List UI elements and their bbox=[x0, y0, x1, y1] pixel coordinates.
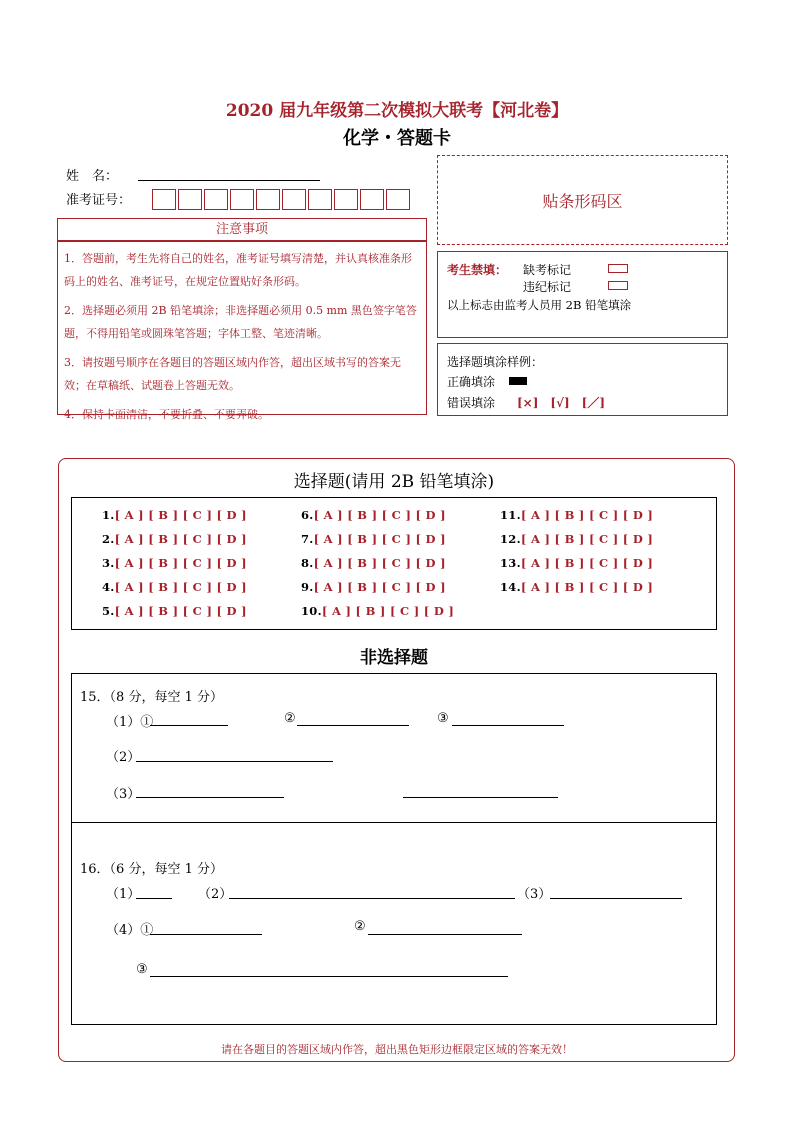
question-number: 3. bbox=[102, 556, 115, 570]
id-digit-box[interactable] bbox=[386, 189, 410, 210]
q15-part3-label: （3） bbox=[106, 787, 141, 802]
question-divider bbox=[71, 822, 717, 823]
name-field[interactable] bbox=[138, 180, 320, 181]
notice-title: 注意事项 bbox=[57, 218, 427, 241]
q16-part3-label: （3） bbox=[517, 887, 552, 902]
question-number: 4. bbox=[102, 580, 115, 594]
q15-blank-1-1[interactable] bbox=[150, 725, 228, 726]
choice-question[interactable] bbox=[102, 556, 247, 570]
q15-blank-2[interactable] bbox=[136, 761, 333, 762]
q16-blank-4-1[interactable] bbox=[150, 934, 262, 935]
question-number: 10. bbox=[301, 604, 322, 618]
choice-options[interactable]: [ A ] [ B ] [ C ] [ D ] bbox=[520, 508, 654, 522]
barcode-area bbox=[437, 155, 728, 245]
question-number: 14. bbox=[500, 580, 521, 594]
choice-question[interactable] bbox=[500, 508, 653, 522]
q16-part2-label: （2） bbox=[198, 887, 233, 902]
q15-blank-1-3[interactable] bbox=[452, 725, 564, 726]
correct-fill-mark bbox=[509, 377, 527, 385]
q16-circle-2: ② bbox=[354, 919, 366, 934]
id-digit-box[interactable] bbox=[334, 189, 358, 210]
choice-question[interactable] bbox=[500, 532, 653, 546]
q15-blank-3-2[interactable] bbox=[403, 797, 558, 798]
choice-question[interactable] bbox=[301, 508, 446, 522]
q15-title: 15．（8 分，每空 1 分） bbox=[80, 690, 223, 705]
notice-item: 4．保持卡面清洁，不要折叠、不要弄破。 bbox=[64, 408, 269, 421]
choice-answer-box bbox=[71, 497, 717, 630]
question-number: 9. bbox=[301, 580, 314, 594]
q15-part2-label: （2） bbox=[106, 750, 141, 765]
choice-options[interactable]: [ A ] [ B ] [ C ] [ D ] bbox=[313, 580, 446, 594]
choice-options[interactable]: [ A ] [ B ] [ C ] [ D ] bbox=[114, 604, 247, 618]
q16-blank-1[interactable] bbox=[136, 898, 172, 899]
choice-question[interactable] bbox=[102, 508, 247, 522]
q16-part4-label: （4）① bbox=[106, 923, 154, 938]
notice-box bbox=[57, 241, 427, 421]
choice-options[interactable]: [ A ] [ B ] [ C ] [ D ] bbox=[114, 556, 247, 570]
choice-options[interactable]: [ A ] [ B ] [ C ] [ D ] bbox=[114, 580, 247, 594]
q16-blank-3[interactable] bbox=[550, 898, 682, 899]
violation-label: 违纪标记 bbox=[523, 280, 572, 294]
q15-circle-2: ② bbox=[284, 711, 296, 726]
q16-blank-2[interactable] bbox=[229, 898, 515, 899]
q15-circle-3: ③ bbox=[437, 711, 449, 726]
choice-options[interactable]: [ A ] [ B ] [ C ] [ D ] bbox=[313, 508, 446, 522]
fill-sample-box bbox=[437, 343, 728, 416]
examiner-marks-box bbox=[437, 251, 728, 338]
notice-item: 3．请按题号顺序在各题目的答题区域内作答，超出区域书写的答案无效；在草稿纸、试题卷上答题无效。 bbox=[64, 356, 401, 392]
choice-question[interactable] bbox=[301, 556, 446, 570]
nonchoice-section-title: 非选择题 bbox=[360, 648, 428, 668]
id-digit-box[interactable] bbox=[204, 189, 228, 210]
choice-options[interactable]: [ A ] [ B ] [ C ] [ D ] bbox=[520, 556, 654, 570]
violation-mark-box[interactable] bbox=[608, 281, 628, 290]
question-number: 5. bbox=[102, 604, 115, 618]
sample-title: 选择题填涂样例： bbox=[447, 355, 544, 369]
q16-part1-label: （1） bbox=[106, 887, 141, 902]
correct-label: 正确填涂 bbox=[447, 375, 496, 389]
barcode-label: 贴条形码区 bbox=[542, 191, 623, 211]
choice-options[interactable]: [ A ] [ B ] [ C ] [ D ] bbox=[321, 604, 455, 618]
choice-section-title: 选择题(请用 2B 铅笔填涂) bbox=[293, 472, 495, 492]
question-number: 6. bbox=[301, 508, 314, 522]
question-number: 13. bbox=[500, 556, 521, 570]
choice-options[interactable]: [ A ] [ B ] [ C ] [ D ] bbox=[313, 532, 446, 546]
choice-options[interactable]: [ A ] [ B ] [ C ] [ D ] bbox=[313, 556, 446, 570]
exam-title: 2020 届九年级第二次模拟大联考【河北卷】 bbox=[225, 101, 569, 121]
q15-part1-label: （1）① bbox=[106, 715, 154, 730]
question-number: 11. bbox=[500, 508, 521, 522]
id-digit-box[interactable] bbox=[230, 189, 254, 210]
absent-mark-box[interactable] bbox=[608, 264, 628, 273]
id-number-boxes[interactable] bbox=[152, 189, 412, 210]
id-digit-box[interactable] bbox=[308, 189, 332, 210]
absent-label: 缺考标记 bbox=[523, 263, 572, 277]
wrong-label: 错误填涂 bbox=[447, 396, 496, 410]
notice-item: 1．答题前，考生先将自己的姓名，准考证号填写清楚，并认真核准条形码上的姓名、准考证号，在规定位置贴好条形码。 bbox=[64, 252, 412, 288]
forbid-note: 以上标志由监考人员用 2B 铅笔填涂 bbox=[447, 298, 632, 312]
choice-question[interactable] bbox=[102, 580, 247, 594]
answer-sheet-title: 化学・答题卡 bbox=[343, 128, 451, 149]
id-digit-box[interactable] bbox=[256, 189, 280, 210]
id-digit-box[interactable] bbox=[178, 189, 202, 210]
choice-question[interactable] bbox=[301, 532, 446, 546]
q16-blank-4-2[interactable] bbox=[368, 934, 522, 935]
choice-question[interactable] bbox=[301, 580, 446, 594]
name-label: 姓 名： bbox=[66, 169, 119, 184]
q16-blank-4-3[interactable] bbox=[150, 976, 508, 977]
forbid-label: 考生禁填： bbox=[447, 263, 508, 277]
q16-title: 16．（6 分，每空 1 分） bbox=[80, 862, 223, 877]
choice-options[interactable]: [ A ] [ B ] [ C ] [ D ] bbox=[520, 532, 654, 546]
footer-warning: 请在各题目的答题区域内作答，超出黑色矩形边框限定区域的答案无效！ bbox=[221, 1043, 573, 1056]
choice-question[interactable] bbox=[500, 580, 653, 594]
question-number: 1. bbox=[102, 508, 115, 522]
question-number: 12. bbox=[500, 532, 521, 546]
choice-options[interactable]: [ A ] [ B ] [ C ] [ D ] bbox=[114, 508, 247, 522]
id-digit-box[interactable] bbox=[360, 189, 384, 210]
choice-options[interactable]: [ A ] [ B ] [ C ] [ D ] bbox=[114, 532, 247, 546]
q15-blank-3-1[interactable] bbox=[136, 797, 284, 798]
choice-question[interactable] bbox=[102, 604, 247, 618]
question-number: 8. bbox=[301, 556, 314, 570]
question-number: 7. bbox=[301, 532, 314, 546]
question-number: 2. bbox=[102, 532, 115, 546]
id-digit-box[interactable] bbox=[282, 189, 306, 210]
choice-question[interactable] bbox=[500, 556, 653, 570]
choice-options[interactable]: [ A ] [ B ] [ C ] [ D ] bbox=[520, 580, 654, 594]
notice-item: 2．选择题必须用 2B 铅笔填涂；非选择题必须用 0.5 mm 黑色签字笔答题，不得用铅笔或圆珠笔答题；字体工整、笔迹清晰。 bbox=[64, 304, 417, 340]
q15-blank-1-2[interactable] bbox=[297, 725, 409, 726]
id-digit-box[interactable] bbox=[152, 189, 176, 210]
wrong-fill-marks: [×] [√] [／] bbox=[517, 396, 606, 410]
choice-question[interactable] bbox=[102, 532, 247, 546]
id-label: 准考证号： bbox=[66, 193, 132, 208]
choice-question[interactable] bbox=[301, 604, 454, 618]
q16-circle-3: ③ bbox=[136, 962, 148, 977]
